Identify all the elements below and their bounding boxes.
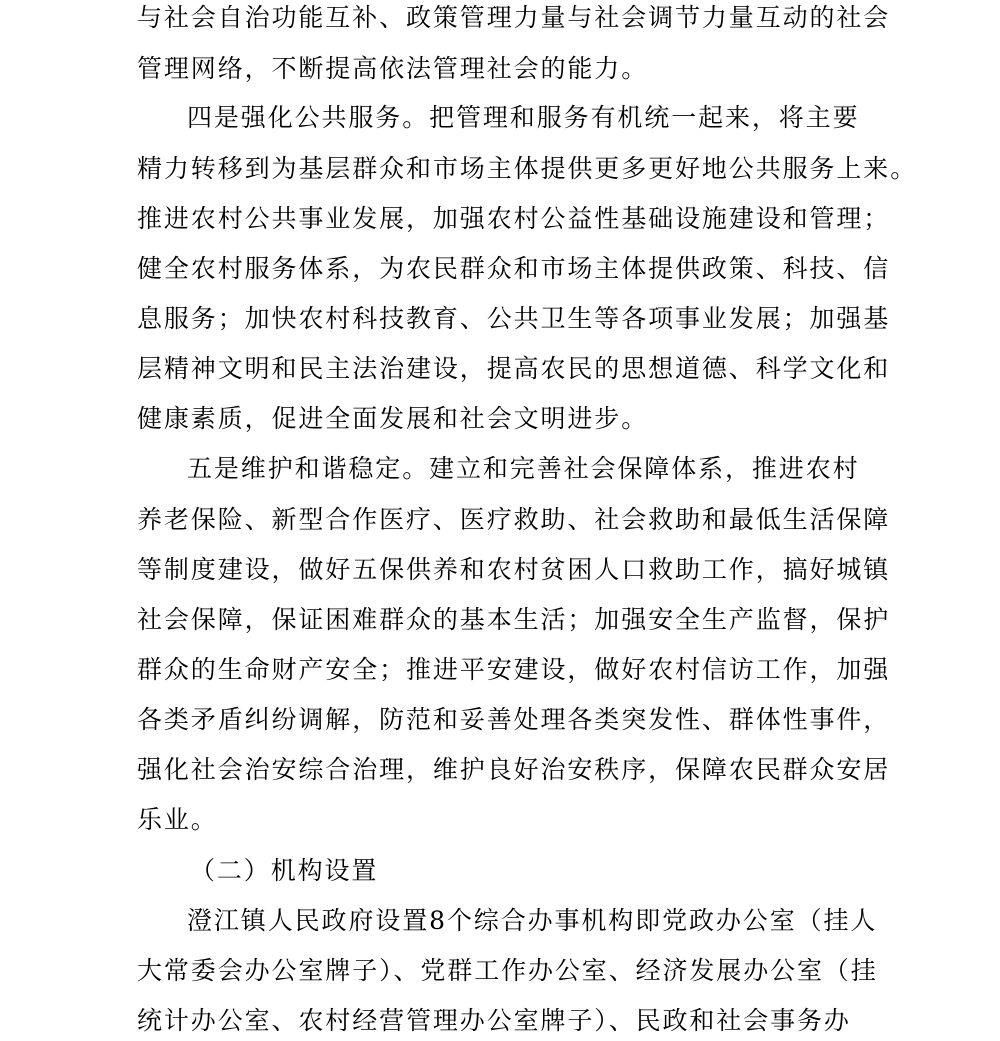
text-line: 各类矛盾纠纷调解，防范和妥善处理各类突发性、群体性事件，: [137, 705, 891, 734]
paragraph-start-line: 澄江镇人民政府设置8个综合办事机构即党政办公室（挂人: [187, 906, 878, 935]
text-line: 社会保障，保证困难群众的基本生活；加强安全生产监督，保护: [137, 605, 891, 634]
text-line: 养老保险、新型合作医疗、医疗救助、社会救助和最低生活保障: [137, 505, 891, 534]
text-line: 大常委会办公室牌子）、党群工作办公室、经济发展办公室（挂: [137, 956, 878, 985]
paragraph-start-line: 五是维护和谐稳定。建立和完善社会保障体系，推进农村: [187, 454, 860, 483]
text-line: 精力转移到为基层群众和市场主体提供更多更好地公共服务上来。: [137, 154, 918, 183]
section-heading: （二）机构设置: [190, 856, 379, 885]
text-line: 推进农村公共事业发展，加强农村公益性基础设施建设和管理；: [137, 204, 891, 233]
text-line: 健康素质，促进全面发展和社会文明进步。: [137, 404, 649, 433]
text-line: 健全农村服务体系，为农民群众和市场主体提供政策、科技、信: [137, 254, 891, 283]
text-line: 层精神文明和民主法治建设，提高农民的思想道德、科学文化和: [137, 354, 891, 383]
text-line: 统计办公室、农村经营管理办公室牌子）、民政和社会事务办: [137, 1006, 851, 1035]
text-line: 息服务；加快农村科技教育、公共卫生等各项事业发展；加强基: [137, 304, 891, 333]
text-line: 与社会自治功能互补、政策管理力量与社会调节力量互动的社会: [137, 3, 891, 32]
text-line: 群众的生命财产安全；推进平安建设，做好农村信访工作，加强: [137, 655, 891, 684]
text-line: 等制度建设，做好五保供养和农村贫困人口救助工作，搞好城镇: [137, 555, 891, 584]
paragraph-start-line: 四是强化公共服务。把管理和服务有机统一起来，将主要: [187, 103, 860, 132]
text-line: 强化社会治安综合治理，维护良好治安秩序，保障农民群众安居: [137, 755, 891, 784]
text-line: 管理网络，不断提高依法管理社会的能力。: [137, 54, 649, 83]
text-line: 乐业。: [137, 805, 218, 834]
